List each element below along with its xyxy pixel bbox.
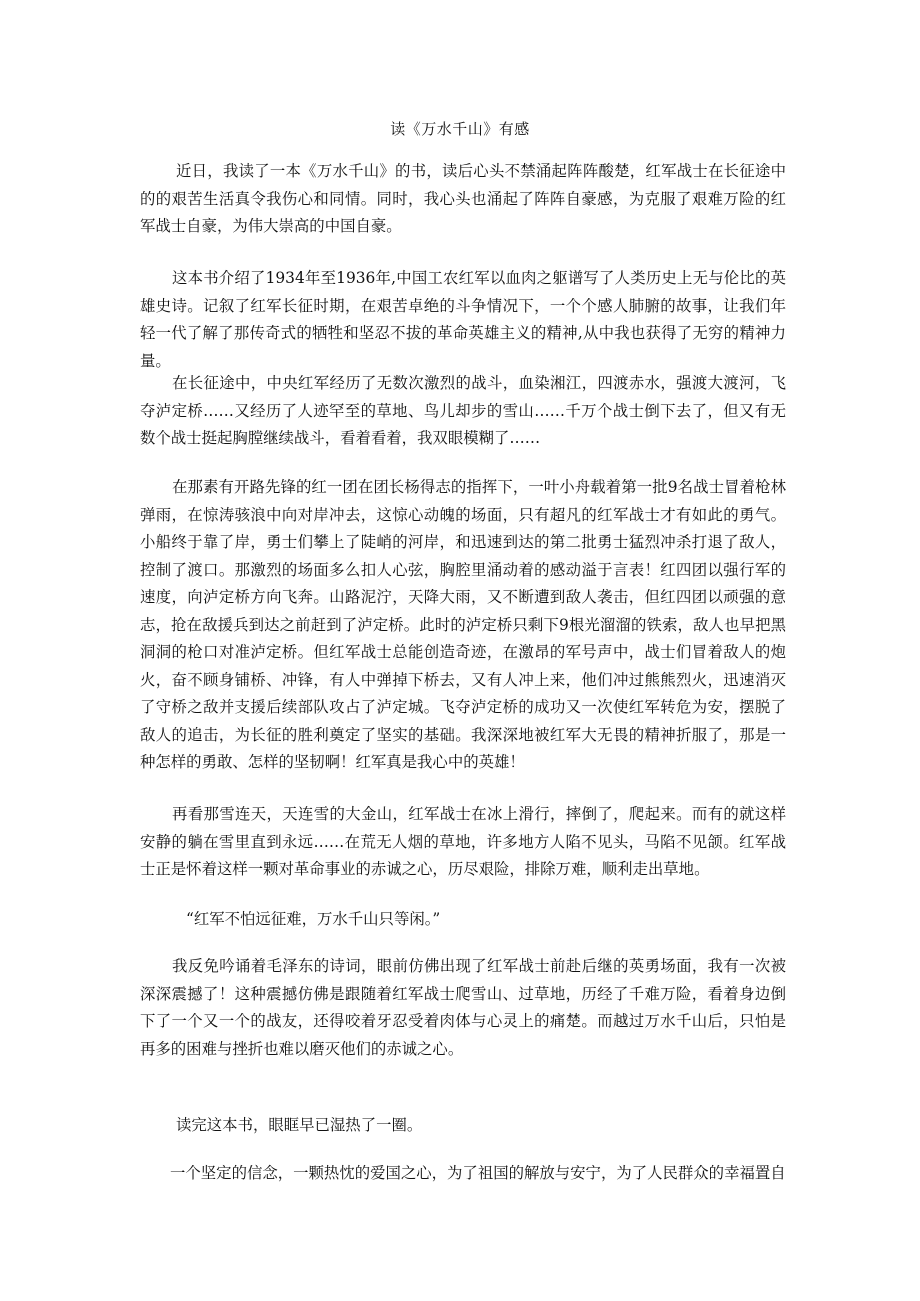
paragraph-8: 一个坚定的信念，一颗热忱的爱国之心，为了祖国的解放与安宁，为了人民群众的幸福置自 (170, 1164, 786, 1182)
paragraph-7: 读完这本书，眼眶早已湿热了一圈。 (176, 1116, 423, 1134)
paragraph-1: 近日，我读了一本《万水千山》的书，读后心头不禁涌起阵阵酸楚，红军战士在长征途中的的艰苦生活真令我伤心和同情。同时，我心头也涌起了阵阵自豪感，为克服了艰难万险的红军战士自豪，为伟大崇高的中国自豪。 (140, 162, 786, 235)
paragraph-4: 在那素有开路先锋的红一团在团长杨得志的指挥下，一叶小舟载着第一批9名战士冒着枪林弹雨，在惊涛骇浪中向对岸冲去，这惊心动魄的场面，只有超凡的红军战士才有如此的勇气。小船终于靠了岸，勇士们攀上了陡峭的河岸，和迅速到达的第二批勇士猛烈冲杀打退了敌人，控制了渡口。那激烈的场面多么扣人心弦，胸腔里涌动着的感动溢于言表！红四团以强行军的速度，向泸定桥方向飞奔。山路泥泞，天降大雨，又不断遭到敌人袭击，但红四团以顽强的意志，抢在敌援兵到达之前赶到了泸定桥。此时的泸定桥只剩下9根光溜溜的铁索，敌人也早把黑洞洞的枪口对准泸定桥。但红军战士总能创造奇迹，在激昂的军号声中，战士们冒着敌人的炮火，奋不顾身铺桥、冲锋，有人中弹掉下桥去，又有人冲上来，他们冲过熊熊烈火，迅速消灭了守桥之敌并支援后续部队攻占了泸定城。飞夺泸定桥的成功又一次使红军转危为安，摆脱了敌人的追击，为长征的胜利奠定了坚实的基础。我深深地被红军大无畏的精神折服了，那是一种怎样的勇敢、怎样的坚韧啊！红军真是我心中的英雄！ (140, 478, 786, 771)
quote-paragraph: “红军不怕远征难，万水千山只等闲。” (186, 910, 441, 928)
paragraph-2: 这本书介绍了1934年至1936年,中国工农红军以血肉之躯谱写了人类历史上无与伦比的英雄史诗。记叙了红军长征时期，在艰苦卓绝的斗争情况下，一个个感人肺腑的故事，让我们年轻一代了解了那传奇式的牺牲和坚忍不拔的革命英雄主义的精神,从中我也获得了无穷的精神力量。 (140, 269, 786, 370)
document-title: 读《万水千山》有感 (390, 120, 530, 138)
paragraph-3: 在长征途中，中央红军经历了无数次激烈的战斗，血染湘江，四渡赤水，强渡大渡河，飞夺泸定桥……又经历了人迹罕至的草地、鸟儿却步的雪山……千万个战士倒下去了，但又有无数个战士挺起胸膛继续战斗，看着看着，我双眼模糊了…… (140, 374, 786, 447)
paragraph-6: 我反免吟诵着毛泽东的诗词，眼前仿佛出现了红军战士前赴后继的英勇场面，我有一次被深深震撼了！这种震撼仿佛是跟随着红军战士爬雪山、过草地，历经了千难万险，看着身边倒下了一个又一个的战友，还得咬着牙忍受着肉体与心灵上的痛楚。而越过万水千山后，只怕是再多的困难与挫折也难以磨灭他们的赤诚之心。 (140, 957, 786, 1058)
paragraph-5: 再看那雪连天，天连雪的大金山，红军战士在冰上滑行，摔倒了，爬起来。而有的就这样安静的躺在雪里直到永远……在荒无人烟的草地，许多地方人陷不见头，马陷不见颌。红军战士正是怀着这样一颗对革命事业的赤诚之心，历尽艰险，排除万难，顺利走出草地。 (140, 805, 786, 878)
